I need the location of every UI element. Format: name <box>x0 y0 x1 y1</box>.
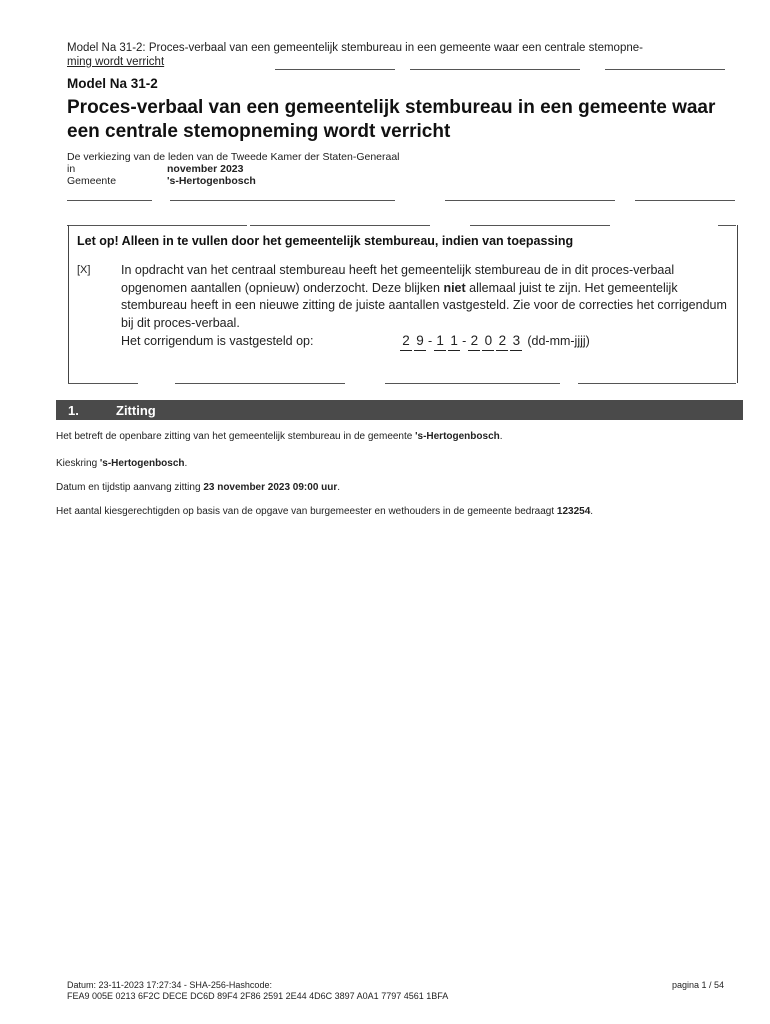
section-number: 1. <box>68 402 79 418</box>
meta-gemeente-value: 's-Hertogenbosch <box>167 175 256 187</box>
scan-rule <box>635 200 735 201</box>
zitting-line-gemeente: Het betreft de openbare zitting van het gemeentelijk stembureau in de gemeente 's-Hertogenbosch. <box>56 431 503 442</box>
meta-gemeente-label: Gemeente <box>67 175 117 187</box>
model-label: Model Na 31-2 <box>67 76 158 91</box>
zitting-line-kieskring: Kieskring 's-Hertogenbosch. <box>56 458 188 469</box>
date-digit: 9 <box>414 332 426 351</box>
scan-rule <box>67 200 152 201</box>
section-title: Zitting <box>116 402 156 418</box>
correction-checkbox[interactable]: [X] <box>77 264 91 276</box>
date-digit: 2 <box>400 332 412 351</box>
date-month <box>433 332 461 351</box>
date-digit: 0 <box>482 332 494 351</box>
date-digit: 1 <box>448 332 460 351</box>
scan-rule <box>605 69 725 70</box>
corrigendum-date-label: Het corrigendum is vastgesteld op: <box>121 334 314 348</box>
notice-box <box>68 225 738 383</box>
page-number: pagina 1 / 54 <box>672 980 725 990</box>
scan-rule <box>170 200 395 201</box>
date-digit: 3 <box>510 332 522 351</box>
document-title: Proces-verbaal van een gemeentelijk stembureau in een gemeente waar een centrale stemopneming wordt verricht <box>67 97 716 142</box>
running-header-line1: Model Na 31-2: Proces-verbaal van een gemeentelijk stembureau in een gemeente waar een centrale stemopne- <box>67 42 643 54</box>
date-digit: 1 <box>434 332 446 351</box>
notice-bottom-rule <box>385 383 560 384</box>
notice-bottom-rule <box>68 383 138 384</box>
date-digit: 2 <box>468 332 480 351</box>
footer-hash <box>67 980 448 1002</box>
notice-text-bold: niet <box>443 280 466 295</box>
scan-rule <box>275 69 395 70</box>
running-header <box>67 41 727 69</box>
date-digit: 2 <box>496 332 508 351</box>
running-header-line2: ming wordt verricht <box>67 56 165 68</box>
notice-text-part2: allemaal juist te zijn. Het gemeentelijk stembureau heeft in een nieuwe zitting de juiste aantallen vastgesteld. Zie voor de correcties het corrigendum bij dit proces-verbaal. <box>121 280 727 330</box>
date-separator: - <box>462 334 467 348</box>
zitting-line-kiesgerechtigden: Het aantal kiesgerechtigden op basis van de opgave van burgemeester en wethouders in de gemeente bedraagt 123254. <box>56 506 594 517</box>
notice-text <box>121 262 727 351</box>
scan-rule <box>410 69 580 70</box>
notice-text-part1: In opdracht van het centraal stembureau heeft het gemeentelijk stembureau de in dit proces-verbaal opgenomen aantallen (opnieuw) onderzocht. Deze blijken <box>121 263 675 295</box>
date-year <box>467 332 523 351</box>
corrigendum-date-line <box>121 332 727 351</box>
date-separator: - <box>428 334 433 348</box>
scan-rule <box>445 200 615 201</box>
date-day <box>399 332 427 351</box>
notice-bottom-rule <box>578 383 736 384</box>
election-meta <box>67 151 400 187</box>
notice-title: Let op! Alleen in te vullen door het gemeentelijk stembureau, indien van toepassing <box>77 234 574 248</box>
meta-in-value: november 2023 <box>167 163 244 175</box>
notice-bottom-rule <box>175 383 345 384</box>
zitting-line-datum: Datum en tijdstip aanvang zitting 23 november 2023 09:00 uur. <box>56 482 341 493</box>
footer-date: Datum: 23-11-2023 17:27:34 - SHA-256-Hashcode: <box>67 980 272 990</box>
meta-in-label: in <box>67 163 76 175</box>
section-header-zitting <box>56 400 743 420</box>
election-name: De verkiezing van de leden van de Tweede Kamer der Staten-Generaal <box>67 151 400 163</box>
date-format-hint: (dd-mm-jjjj) <box>527 334 590 348</box>
footer-hashcode: FEA9 005E 0213 6F2C DECE DC6D 89F4 2F86 2591 2E44 4D6C 3897 A0A1 7797 4561 1BFA <box>67 991 449 1001</box>
